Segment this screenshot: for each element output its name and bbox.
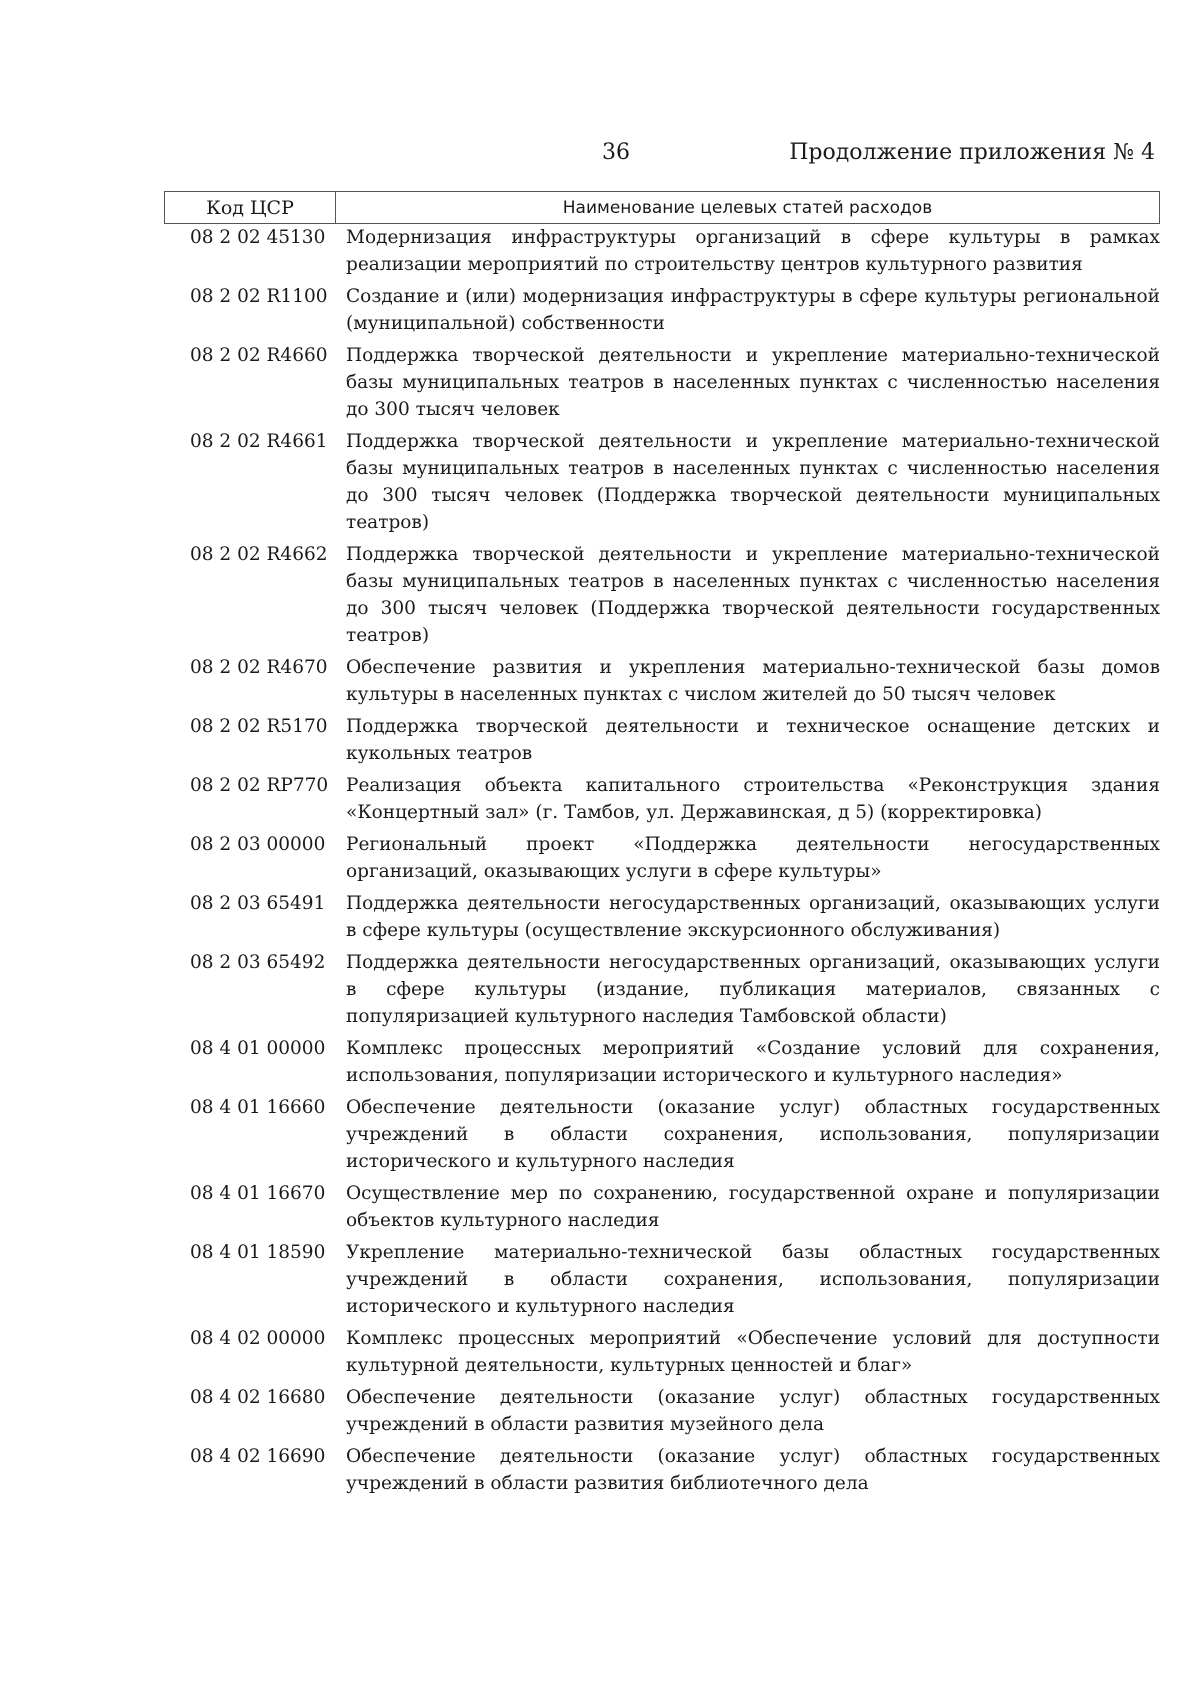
row-name: Обеспечение деятельности (оказание услуг) областных государственных учреждений в области развития музейного дела: [346, 1387, 1160, 1435]
table-row: [164, 1384, 1160, 1438]
row-name: Обеспечение деятельности (оказание услуг) областных государственных учреждений в области сохранения, использования, популяризации исторического и культурного наследия: [346, 1097, 1160, 1172]
row-code: 08 2 02 RP770: [190, 775, 329, 796]
table-row: [164, 342, 1160, 423]
table-row: [164, 654, 1160, 708]
table-body: [164, 224, 1160, 1497]
row-code: 08 4 01 16660: [190, 1097, 326, 1118]
row-code: 08 4 02 00000: [190, 1328, 326, 1349]
expense-codes-table: [164, 191, 1160, 1497]
column-header-name: Наименование целевых статей расходов: [562, 197, 933, 218]
row-code: 08 2 03 00000: [190, 834, 326, 855]
row-name: Модернизация инфраструктуры организаций в сфере культуры в рамках реализации мероприятий по строительству центров культурного развития: [346, 227, 1160, 275]
row-code: 08 2 03 65492: [190, 952, 326, 973]
row-code: 08 2 03 65491: [190, 893, 326, 914]
appendix-continuation-label: Продолжение приложения № 4: [789, 140, 1155, 165]
row-name: Осуществление мер по сохранению, государственной охране и популяризации объектов культурного наследия: [346, 1183, 1160, 1231]
table-row: [164, 1180, 1160, 1234]
table-row: [164, 1325, 1160, 1379]
table-row: [164, 224, 1160, 278]
row-name: Комплекс процессных мероприятий «Обеспечение условий для доступности культурной деятельности, культурных ценностей и благ»: [346, 1328, 1160, 1376]
row-code: 08 2 02 R4662: [190, 544, 328, 565]
table-row: [164, 949, 1160, 1030]
row-code: 08 4 01 18590: [190, 1242, 326, 1263]
row-code: 08 4 02 16680: [190, 1387, 326, 1408]
row-code: 08 2 02 R4670: [190, 657, 328, 678]
table-row: [164, 541, 1160, 649]
table-row: [164, 831, 1160, 885]
row-name: Комплекс процессных мероприятий «Создание условий для сохранения, использования, популяризации исторического и культурного наследия»: [346, 1038, 1160, 1086]
row-code: 08 2 02 R1100: [190, 286, 328, 307]
row-name: Поддержка деятельности негосударственных организаций, оказывающих услуги в сфере культуры (осуществление экскурсионного обслуживания): [346, 893, 1160, 941]
table-row: [164, 1035, 1160, 1089]
row-name: Поддержка творческой деятельности и техническое оснащение детских и кукольных театров: [346, 716, 1160, 764]
page-number: 36: [602, 140, 630, 165]
row-name: Создание и (или) модернизация инфраструктуры в сфере культуры региональной (муниципальной) собственности: [346, 286, 1160, 334]
row-name: Обеспечение развития и укрепления материально-технической базы домов культуры в населенных пунктах с числом жителей до 50 тысяч человек: [346, 657, 1160, 705]
row-code: 08 2 02 45130: [190, 227, 326, 248]
row-code: 08 2 02 R5170: [190, 716, 328, 737]
table-row: [164, 428, 1160, 536]
table-header: [164, 191, 1160, 224]
row-name: Поддержка творческой деятельности и укрепление материально-технической базы муниципальных театров в населенных пунктах с численностью населения до 300 тысяч человек (Поддержка творческой деятельности муниципальных театров): [346, 431, 1160, 533]
row-code: 08 2 02 R4661: [190, 431, 328, 452]
row-name: Укрепление материально-технической базы областных государственных учреждений в области сохранения, использования, популяризации исторического и культурного наследия: [346, 1242, 1160, 1317]
row-name: Реализация объекта капитального строительства «Реконструкция здания «Концертный зал» (г. Тамбов, ул. Державинская, д 5) (корректировка): [346, 775, 1160, 823]
row-code: 08 2 02 R4660: [190, 345, 328, 366]
table-row: [164, 713, 1160, 767]
table-row: [164, 283, 1160, 337]
row-code: 08 4 01 16670: [190, 1183, 326, 1204]
row-name: Поддержка творческой деятельности и укрепление материально-технической базы муниципальных театров в населенных пунктах с численностью населения до 300 тысяч человек: [346, 345, 1160, 420]
table-row: [164, 890, 1160, 944]
page-header: [170, 140, 1155, 176]
row-name: Региональный проект «Поддержка деятельности негосударственных организаций, оказывающих услуги в сфере культуры»: [346, 834, 1160, 882]
column-header-code: Код ЦСР: [165, 192, 336, 223]
row-code: 08 4 01 00000: [190, 1038, 326, 1059]
table-row: [164, 1443, 1160, 1497]
table-row: [164, 1094, 1160, 1175]
row-code: 08 4 02 16690: [190, 1446, 326, 1467]
table-row: [164, 1239, 1160, 1320]
row-name: Обеспечение деятельности (оказание услуг) областных государственных учреждений в области развития библиотечного дела: [346, 1446, 1160, 1494]
row-name: Поддержка деятельности негосударственных организаций, оказывающих услуги в сфере культуры (издание, публикация материалов, связанных с популяризацией культурного наследия Тамбовской области): [346, 952, 1160, 1027]
row-name: Поддержка творческой деятельности и укрепление материально-технической базы муниципальных театров в населенных пунктах с численностью населения до 300 тысяч человек (Поддержка творческой деятельности государственных театров): [346, 544, 1160, 646]
table-row: [164, 772, 1160, 826]
